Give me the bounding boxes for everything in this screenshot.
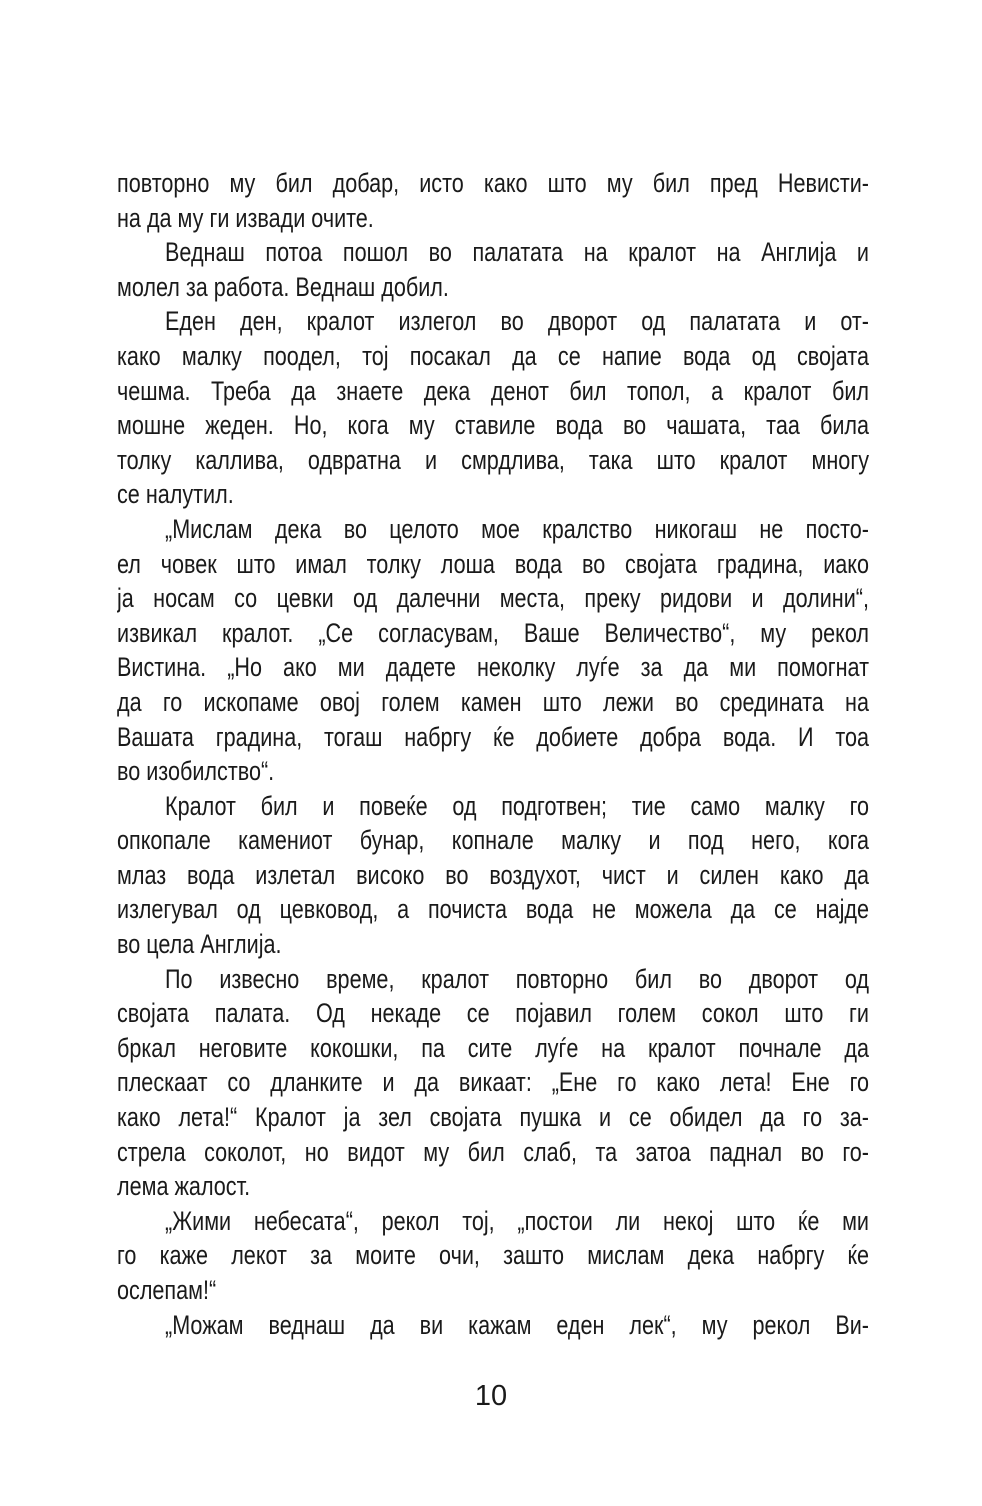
text-line: молел за работа. Веднаш добил.	[117, 271, 449, 302]
text-line: Вашата градина, тогаш набргу ќе добиете добра вода. И тоа	[117, 721, 869, 752]
text-line: млаз вода излетал високо во воздухот, чист и силен како да	[117, 859, 869, 890]
text-line: бркал неговите кокошки, па сите луѓе на кралот почнале да	[117, 1032, 869, 1063]
text-line: „Мислам дека во целото мое кралство никогаш не посто-	[165, 513, 869, 544]
text-line: како лета!“ Кралот ја зел својата пушка и се обидел да го за-	[117, 1102, 869, 1133]
text-line: „Жими небесата“, рекол тој, „постои ли некој што ќе ми	[165, 1205, 869, 1236]
text-line: стрела соколот, но видот му бил слаб, та затоа паднал во го-	[117, 1136, 869, 1167]
text-line: ел човек што имал толку лоша вода во својата градина, иако	[117, 548, 869, 579]
text-line: Вистина. „Но ако ми дадете неколку луѓе за да ми помогнат	[117, 652, 869, 683]
text-line: извикал кралот. „Се согласувам, Ваше Величество“, му рекол	[117, 617, 869, 648]
text-line: Веднаш потоа пошол во палатата на кралот на Англија и	[165, 237, 869, 268]
text-line: чешма. Треба да знаете дека денот бил топол, а кралот бил	[117, 375, 869, 406]
text-line: мошне жеден. Но, кога му ставиле вода во чашата, таа била	[117, 410, 869, 441]
text-line: лема жалост.	[117, 1171, 251, 1202]
text-line: опкопале камениот бунар, копнале малку и под него, кога	[117, 825, 869, 856]
text-line: ја носам со цевки од далечни места, преку ридови и долини“,	[117, 583, 869, 614]
page-text	[117, 166, 869, 1342]
text-line: По извесно време, кралот повторно бил во дворот од	[165, 963, 869, 994]
text-line: плескаат со дланките и да викаат: „Ене го како лета! Ене го	[117, 1067, 869, 1098]
text-line: се налутил.	[117, 479, 234, 510]
text-line: ослепам!“	[117, 1275, 217, 1305]
text-line: на да му ги извади очите.	[117, 202, 374, 233]
text-line: излегувал од цевковод, а почиста вода не можела да се најде	[117, 894, 869, 925]
text-line: во цела Англија.	[117, 929, 282, 960]
text-line: Еден ден, кралот излегол во дворот од палатата и от-	[165, 306, 869, 337]
text-line: да го ископаме овој голем камен што лежи во средината на	[117, 686, 869, 717]
page-number: 10	[474, 1380, 508, 1412]
text-line: како малку поодел, тој посакал да се напие вода од својата	[117, 340, 869, 371]
text-line: својата палата. Од некаде се појавил голем сокол што ги	[117, 998, 869, 1029]
text-line: го каже лекот за моите очи, зашто мислам дека набргу ќе	[117, 1240, 869, 1271]
text-line: „Можам веднаш да ви кажам еден лек“, му рекол Ви-	[165, 1309, 869, 1340]
text-line: повторно му бил добар, исто како што му бил пред Невисти-	[117, 168, 869, 198]
text-line: толку каллива, одвратна и смрдлива, така што кралот многу	[117, 444, 869, 475]
text-line: Кралот бил и повеќе од подготвен; тие само малку го	[165, 790, 869, 821]
text-line: во изобилство“.	[117, 756, 275, 787]
